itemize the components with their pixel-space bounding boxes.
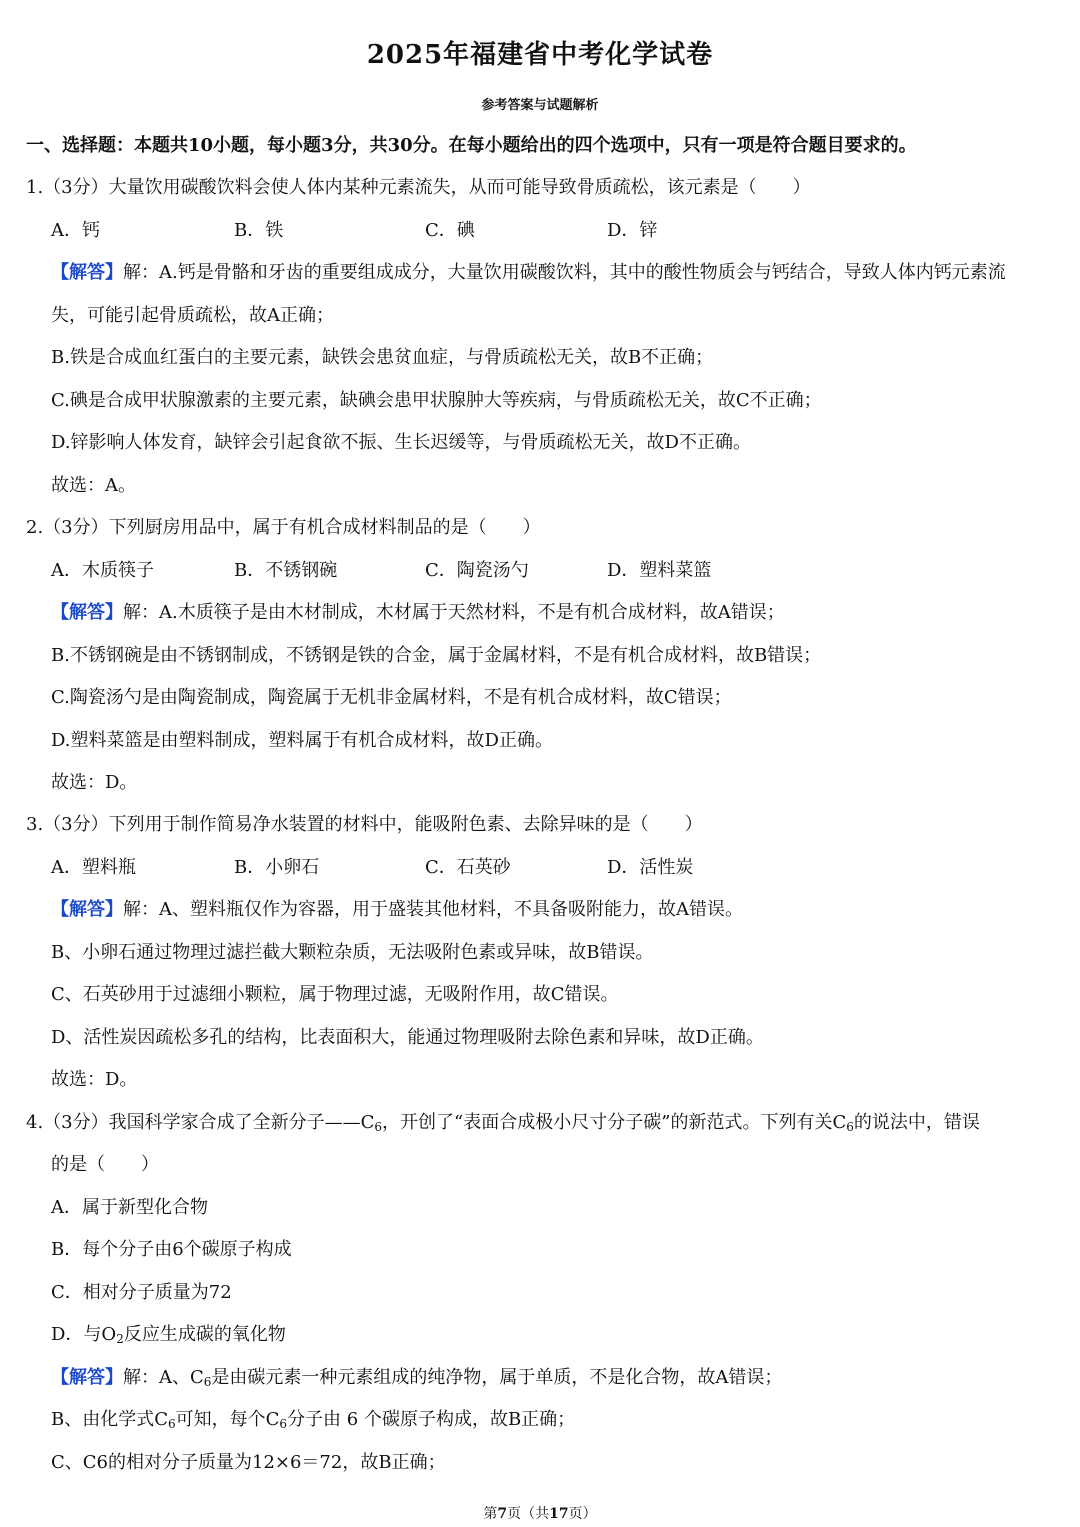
q1-analysis-line-4: C.碘是合成甲状腺激素的主要元素，缺碘会患甲状腺肿大等疾病，与骨质疏松无关，故C不正确；: [51, 390, 822, 411]
q3-option-d: D．活性炭: [607, 857, 694, 878]
q1-analysis-line-1: 【解答】解：A.钙是骨骼和牙齿的重要组成成分，大量饮用碳酸饮料，其中的酸性物质会与钙结合，导致人体内钙元素流: [51, 262, 1006, 283]
q4-option-a: A．属于新型化合物: [51, 1197, 208, 1218]
q3-analysis-line-4: D、活性炭因疏松多孔的结构，比表面积大，能通过物理吸附去除色素和异味，故D正确。: [51, 1027, 764, 1048]
q1-option-b: B．铁: [234, 220, 284, 241]
section-heading: 一、选择题：本题共10小题，每小题3分，共30分。在每小题给出的四个选项中，只有一项是符合题目要求的。: [26, 135, 917, 156]
q2-analysis-line-2: B.不锈钢碗是由不锈钢制成，不锈钢是铁的合金，属于金属材料，不是有机合成材料，故B错误；: [51, 645, 822, 666]
q2-option-a: A．木质筷子: [51, 560, 154, 581]
q3-option-a: A．塑料瓶: [51, 857, 136, 878]
question-1-stem: 1.（3分）大量饮用碳酸饮料会使人体内某种元素流失，从而可能导致骨质疏松，该元素是（ ）: [26, 177, 811, 198]
answer-tag: 【解答】: [51, 262, 123, 283]
q1-option-a: A．钙: [51, 220, 100, 241]
q4-analysis-line-3: C、C6的相对分子质量为12×6＝72，故B正确；: [51, 1452, 446, 1473]
q3-option-b: B．小卵石: [234, 857, 320, 878]
q1-choice: 故选：A。: [51, 475, 136, 496]
q4-option-b: B．每个分子由6个碳原子构成: [51, 1239, 292, 1260]
question-4-stem-line-2: 的是（ ）: [51, 1154, 159, 1175]
q2-choice: 故选：D。: [51, 772, 138, 793]
q4-option-c: C．相对分子质量为72: [51, 1282, 232, 1303]
q4-analysis-line-2: B、由化学式$C_6$可知，每个$C_6$分子由 6 个碳原子构成，故B正确；: [51, 1409, 576, 1431]
page-total: 17: [549, 1506, 569, 1522]
question-3-stem: 3.（3分）下列用于制作简易净水装置的材料中，能吸附色素、去除异味的是（ ）: [26, 814, 703, 835]
q2-option-c: C．陶瓷汤勺: [425, 560, 529, 581]
page-footer: 第7页（共17页）: [483, 1506, 597, 1522]
q3-analysis-line-3: C、石英砂用于过滤细小颗粒，属于物理过滤，无吸附作用，故C错误。: [51, 984, 619, 1005]
q3-option-c: C．石英砂: [425, 857, 511, 878]
q3-analysis-line-2: B、小卵石通过物理过滤拦截大颗粒杂质，无法吸附色素或异味，故B错误。: [51, 942, 654, 963]
document-title: 2025年福建省中考化学试卷: [366, 40, 714, 70]
q1-analysis-line-5: D.锌影响人体发育，缺锌会引起食欲不振、生长迟缓等，与骨质疏松无关，故D不正确。: [51, 432, 751, 453]
answer-tag: 【解答】: [51, 602, 123, 623]
q1-option-c: C．碘: [425, 220, 475, 241]
q1-analysis-line-2: 失，可能引起骨质疏松，故A正确；: [51, 305, 334, 326]
page-number: 7: [497, 1506, 508, 1522]
q2-option-b: B．不锈钢碗: [234, 560, 338, 581]
answer-tag: 【解答】: [51, 899, 123, 920]
q3-analysis-line-1: 【解答】解：A、塑料瓶仅作为容器，用于盛装其他材料，不具备吸附能力，故A错误。: [51, 899, 743, 920]
q3-choice: 故选：D。: [51, 1069, 138, 1090]
q4-analysis-line-1: 【解答】解：A、$C_6$是由碳元素一种元素组成的纯净物，属于单质，不是化合物，故A错误；: [51, 1367, 783, 1389]
q4-option-d: D．与$O_2$反应生成碳的氧化物: [51, 1324, 286, 1346]
q1-option-d: D．锌: [607, 220, 658, 241]
document-subtitle: 参考答案与试题解析: [481, 98, 599, 113]
q2-analysis-line-1: 【解答】解：A.木质筷子是由木材制成，木材属于天然材料，不是有机合成材料，故A错误；: [51, 602, 785, 623]
q2-analysis-line-4: D.塑料菜篮是由塑料制成，塑料属于有机合成材料，故D正确。: [51, 730, 553, 751]
answer-tag: 【解答】: [51, 1367, 123, 1388]
question-4-stem: 4.（3分）我国科学家合成了全新分子$——C_6$，开创了“表面合成极小尺寸分子碳”的新范式。下列有关$C_6$的说法中，错误: [26, 1112, 980, 1134]
q2-analysis-line-3: C.陶瓷汤勺是由陶瓷制成，陶瓷属于无机非金属材料，不是有机合成材料，故C错误；: [51, 687, 732, 708]
q2-option-d: D．塑料菜篮: [607, 560, 712, 581]
question-2-stem: 2.（3分）下列厨房用品中，属于有机合成材料制品的是（ ）: [26, 517, 541, 538]
q1-analysis-line-3: B.铁是合成血红蛋白的主要元素，缺铁会患贫血症，与骨质疏松无关，故B不正确；: [51, 347, 714, 368]
